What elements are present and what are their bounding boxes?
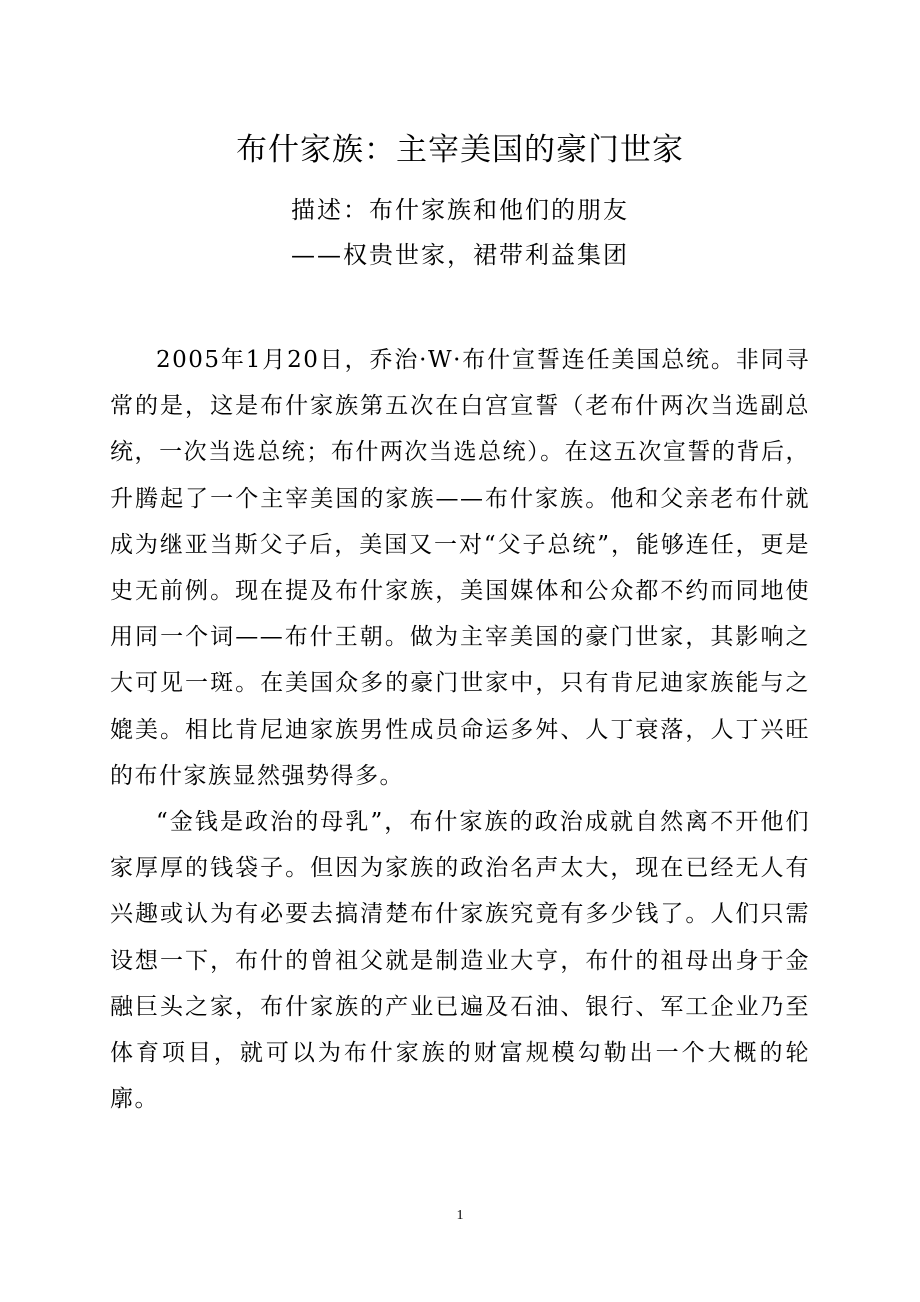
document-title: 布什家族：主宰美国的豪门世家 bbox=[236, 132, 684, 168]
page-number: 1 bbox=[456, 1208, 464, 1223]
subtitle-description: 描述：布什家族和他们的朋友 bbox=[291, 196, 629, 224]
subtitle-tagline: ——权贵世家，裙带利益集团 bbox=[291, 241, 629, 269]
paragraph-1: 2005年1月20日，乔治·W·布什宣誓连任美国总统。非同寻常的是，这是布什家族第五次在白宫宣誓（老布什两次当选副总统，一次当选总统；布什两次当选总统）。在这五次宣誓的背后，升腾起了一个主宰美国的家族——布什家族。他和父亲老布什就成为继亚当斯父子后，美国又一对“父子总统”，能够连任，更是史无前例。现在提及布什家族，美国媒体和公众都不约而同地使用同一个词——布什王朝。做为主宰美国的豪门世家，其影响之大可见一斑。在美国众多的豪门世家中，只有肯尼迪家族能与之媲美。相比肯尼迪家族男性成员命运多舛、人丁衰落，人丁兴旺的布什家族显然强势得多。 bbox=[110, 347, 810, 789]
paragraph-2: “金钱是政治的母乳”，布什家族的政治成就自然离不开他们家厚厚的钱袋子。但因为家族的政治名声太大，现在已经无人有兴趣或认为有必要去搞清楚布什家族究竟有多少钱了。人们只需设想一下，布什的曾祖父就是制造业大亨，布什的祖母出身于金融巨头之家，布什家族的产业已遍及石油、银行、军工企业乃至体育项目，就可以为布什家族的财富规模勾勒出一个大概的轮廓。 bbox=[110, 809, 810, 1113]
document-body bbox=[110, 337, 810, 1122]
